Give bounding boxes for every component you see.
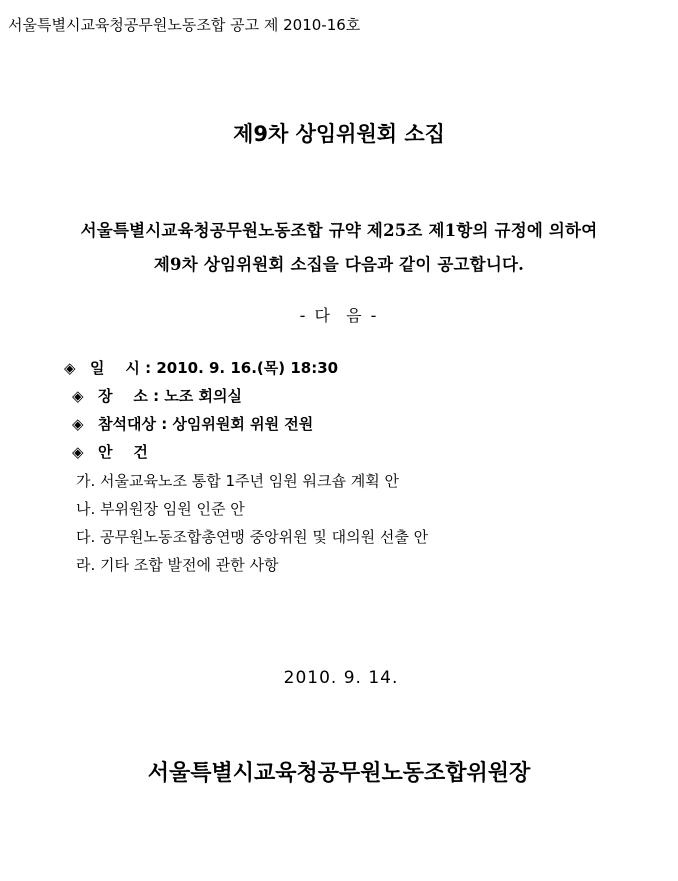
detail-agenda-heading bbox=[72, 441, 148, 462]
intro-line-2: 제9차 상임위원회 소집을 다음과 같이 공고합니다. bbox=[153, 255, 525, 274]
signatory: 서울특별시교육청공무원노동조합위원장 bbox=[147, 761, 531, 786]
detail-value: : 노조 회의실 bbox=[147, 387, 242, 405]
detail-label: 장 소 bbox=[98, 387, 148, 405]
detail-label: 안 건 bbox=[98, 443, 148, 461]
agenda-item: 라. 기타 조합 발전에 관한 사항 bbox=[76, 556, 279, 574]
detail-datetime bbox=[64, 357, 338, 378]
diamond-bullet-icon: ◈ bbox=[64, 359, 76, 377]
intro-line-1: 서울특별시교육청공무원노동조합 규약 제25조 제1항의 규정에 의하여 bbox=[80, 221, 598, 240]
detail-location bbox=[72, 385, 242, 406]
agenda-item: 나. 부위원장 임원 인준 안 bbox=[76, 500, 245, 518]
detail-label: 참석대상 bbox=[98, 415, 156, 433]
document-date: 2010. 9. 14. bbox=[283, 668, 399, 688]
agenda-item: 가. 서울교육노조 통합 1주년 임원 워크숍 계획 안 bbox=[76, 472, 399, 490]
document-title: 제9차 상임위원회 소집 bbox=[233, 122, 445, 146]
notice-number: 서울특별시교육청공무원노동조합 공고 제 2010-16호 bbox=[8, 16, 361, 34]
detail-attendees bbox=[72, 413, 313, 434]
agenda-item: 다. 공무원노동조합총연맹 중앙위원 및 대의원 선출 안 bbox=[76, 528, 429, 546]
section-heading: - 다 음 - bbox=[299, 306, 379, 325]
detail-value: : 2010. 9. 16.(목) 18:30 bbox=[139, 359, 339, 377]
diamond-bullet-icon: ◈ bbox=[72, 387, 84, 405]
diamond-bullet-icon: ◈ bbox=[72, 443, 84, 461]
detail-label: 일 시 bbox=[90, 359, 140, 377]
diamond-bullet-icon: ◈ bbox=[72, 415, 84, 433]
detail-value: : 상임위원회 위원 전원 bbox=[155, 415, 314, 433]
